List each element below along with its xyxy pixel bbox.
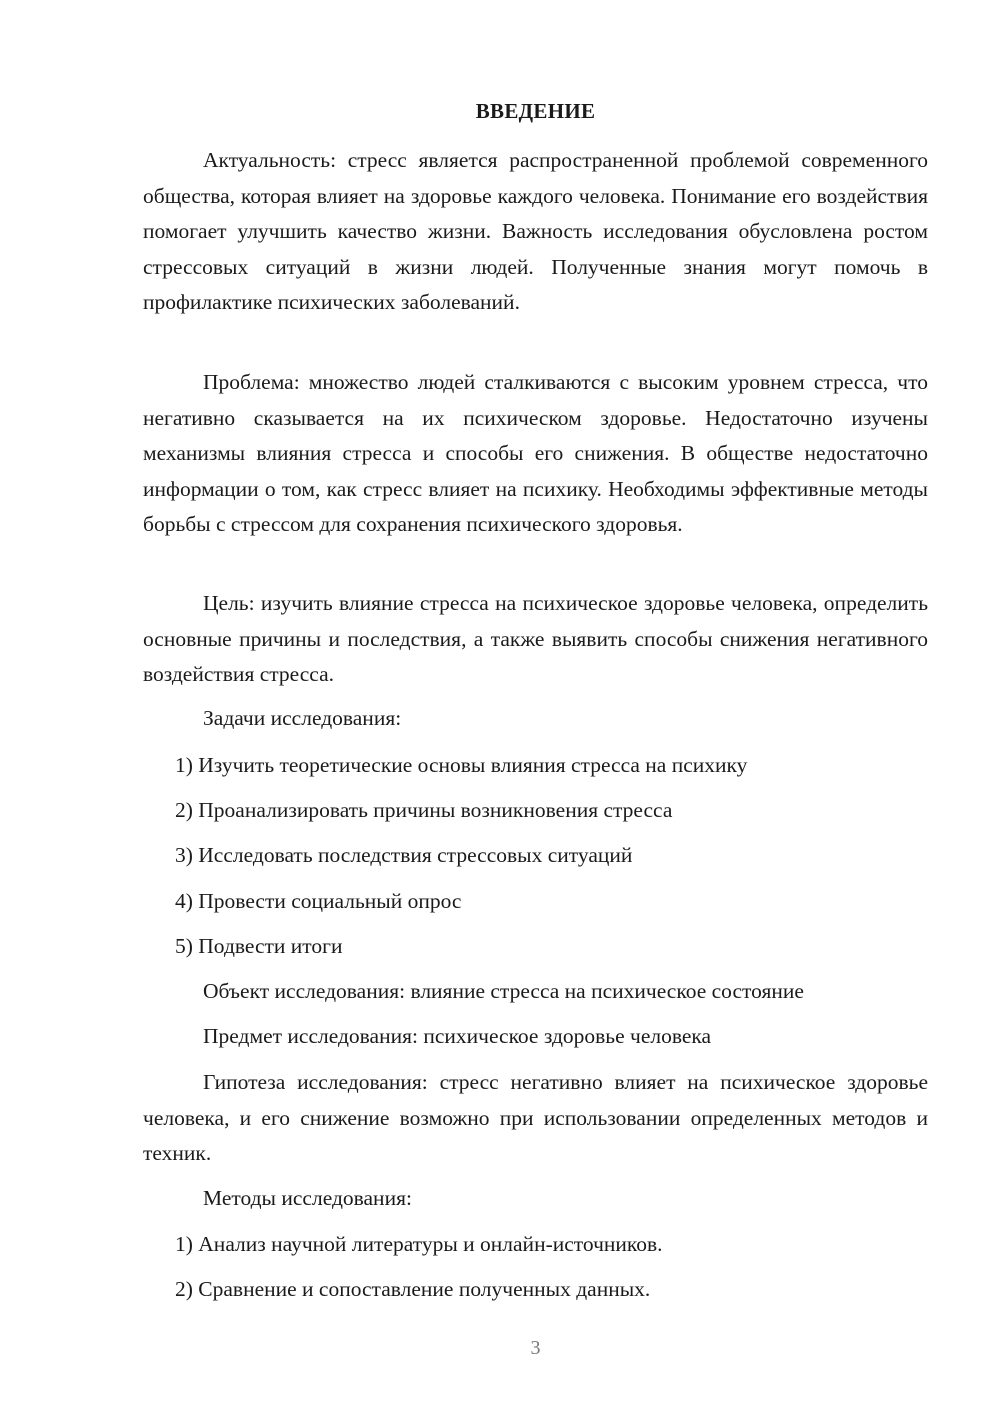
research-subject: Предмет исследования: психическое здоровье человека [203,1024,712,1048]
list-item: 4) Провести социальный опрос [175,889,462,913]
list-item: 2) Проанализировать причины возникновения стресса [175,798,673,822]
methods-heading: Методы исследования: [203,1186,412,1210]
section-heading: ВВЕДЕНИЕ [475,99,596,123]
tasks-heading: Задачи исследования: [203,706,402,730]
list-item: 5) Подвести итоги [175,934,343,958]
relevance-paragraph: Актуальность: стресс является распространенной проблемой современного общества, которая влияет на здоровье каждого человека. Понимание его воздействия помогает улучшить качество жизни. Важность исследования обусловлена ростом стрессовых ситуаций в жизни людей. Полученные знания могут помочь в профилактике психических заболеваний. [143,148,928,314]
list-item: 1) Анализ научной литературы и онлайн-источников. [175,1232,663,1256]
hypothesis-paragraph: Гипотеза исследования: стресс негативно влияет на психическое здоровье человека, и его снижение возможно при использовании определенных методов и техник. [143,1070,928,1165]
list-item: 3) Исследовать последствия стрессовых ситуаций [175,843,633,867]
list-item: 1) Изучить теоретические основы влияния стресса на психику [175,753,748,777]
problem-paragraph: Проблема: множество людей сталкиваются с высоким уровнем стресса, что негативно сказывается на их психическом здоровье. Недостаточно изучены механизмы влияния стресса и способы его снижения. В обществе недостаточно информации о том, как стресс влияет на психику. Необходимы эффективные методы борьбы с стрессом для сохранения психического здоровья. [143,370,928,536]
page-number: 3 [530,1337,541,1359]
research-object: Объект исследования: влияние стресса на психическое состояние [203,979,804,1003]
list-item: 2) Сравнение и сопоставление полученных данных. [175,1277,651,1301]
goal-paragraph: Цель: изучить влияние стресса на психическое здоровье человека, определить основные причины и последствия, а также выявить способы снижения негативного воздействия стресса. [143,591,928,686]
